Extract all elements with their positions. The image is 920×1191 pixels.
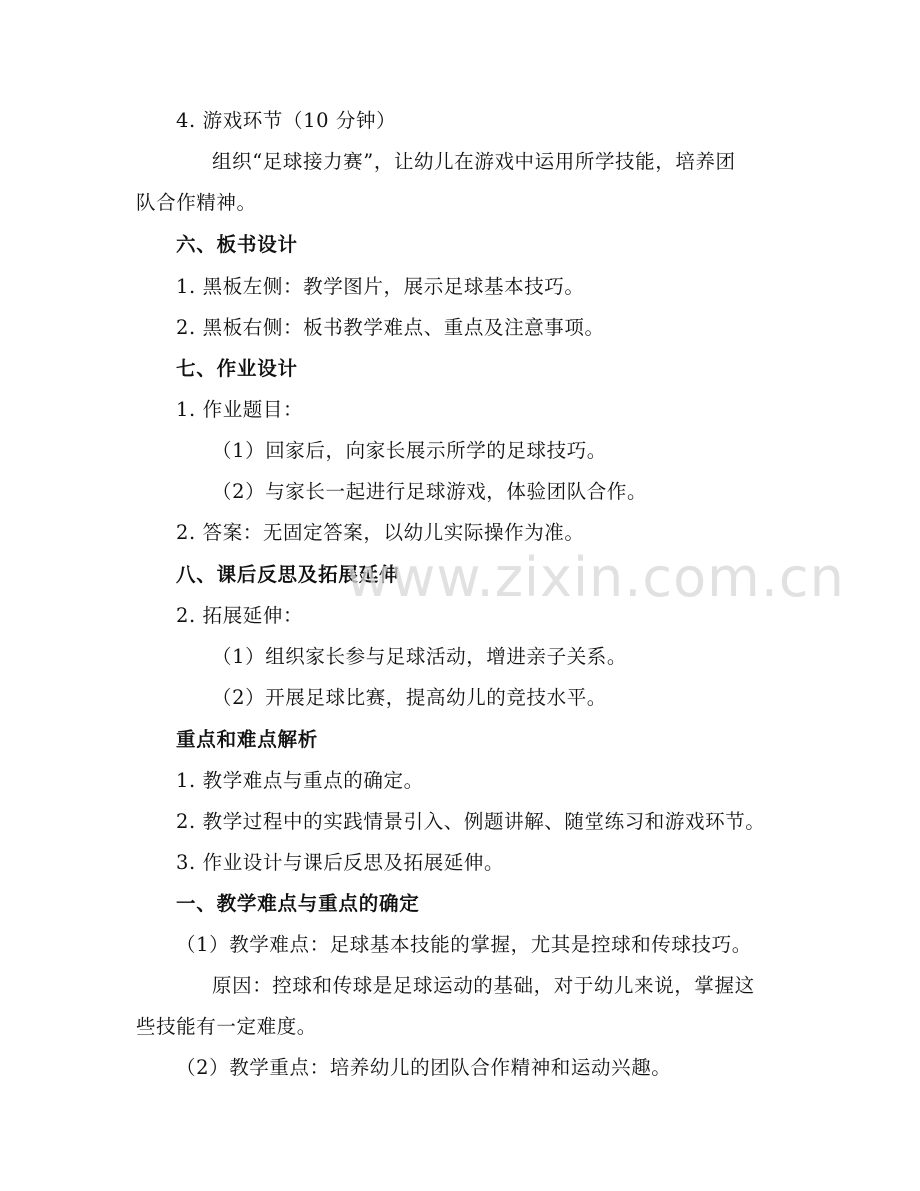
- item-key-points-1: 1. 教学难点与重点的确定。: [176, 769, 424, 792]
- section-heading-difficulty: 一、教学难点与重点的确定: [176, 892, 420, 915]
- item-board-left: 1. 黑板左侧：教学图片，展示足球基本技巧。: [176, 275, 585, 298]
- paragraph-relay-game-cont: 队合作精神。: [136, 191, 257, 214]
- section-heading-key-points: 重点和难点解析: [176, 728, 319, 751]
- item-key-points-2: 2. 教学过程中的实践情景引入、例题讲解、随堂练习和游戏环节。: [176, 810, 766, 833]
- subpoint-difficulty: （1）教学难点：足球基本技能的掌握，尤其是控球和传球技巧。: [176, 933, 752, 956]
- paragraph-reason-cont: 些技能有一定难度。: [136, 1015, 317, 1038]
- item-game-session: 4. 游戏环节（10 分钟）: [176, 109, 397, 132]
- item-key-points-3: 3. 作业设计与课后反思及拓展延伸。: [176, 851, 505, 874]
- item-board-right: 2. 黑板右侧：板书教学难点、重点及注意事项。: [176, 316, 605, 339]
- item-homework-answer: 2. 答案：无固定答案，以幼儿实际操作为准。: [176, 521, 585, 544]
- item-homework-topic: 1. 作业题目：: [176, 398, 304, 421]
- subitem-homework-2: （2）与家长一起进行足球游戏，体验团队合作。: [212, 480, 648, 503]
- section-heading-homework: 七、作业设计: [176, 357, 298, 380]
- paragraph-reason: 原因：控球和传球是足球运动的基础，对于幼儿来说，掌握这: [212, 974, 755, 997]
- section-heading-reflection: 八、课后反思及拓展延伸: [176, 563, 400, 586]
- subpoint-key-focus: （2）教学重点：培养幼儿的团队合作精神和运动兴趣。: [176, 1056, 672, 1079]
- watermark-text: www.zixin.com.cn: [346, 546, 845, 609]
- item-extension: 2. 拓展延伸：: [176, 604, 304, 627]
- section-heading-board-design: 六、板书设计: [176, 233, 298, 256]
- subitem-homework-1: （1）回家后，向家长展示所学的足球技巧。: [212, 439, 607, 462]
- paragraph-relay-game: 组织“足球接力赛”，让幼儿在游戏中运用所学技能，培养团: [212, 150, 736, 173]
- subitem-extension-2: （2）开展足球比赛，提高幼儿的竞技水平。: [212, 686, 607, 709]
- subitem-extension-1: （1）组织家长参与足球活动，增进亲子关系。: [212, 645, 628, 668]
